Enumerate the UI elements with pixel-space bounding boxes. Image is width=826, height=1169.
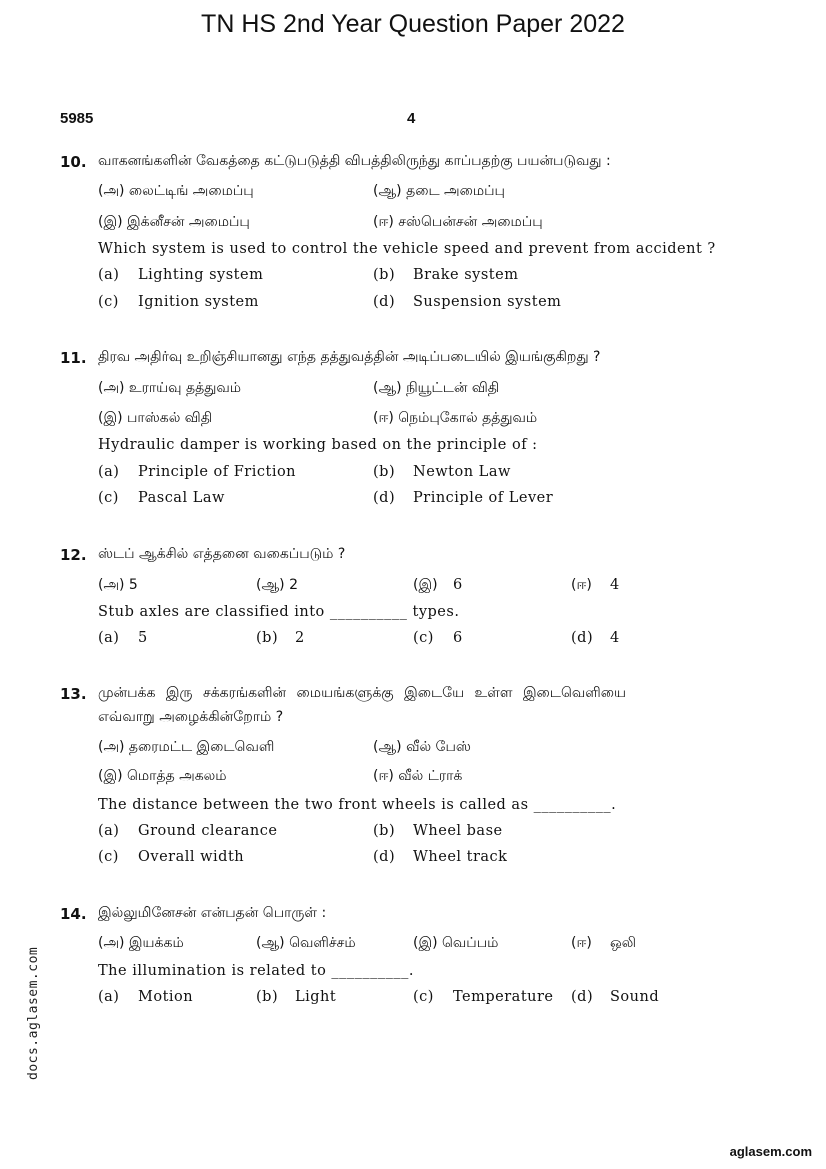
option-a: Ground clearance [138, 823, 278, 839]
option-b: Light [295, 989, 337, 1005]
option-b: Wheel base [413, 823, 503, 839]
option-a-label: (a) [98, 630, 120, 646]
option-d-label: (d) [571, 630, 594, 646]
option-tamil-a: (அ) இயக்கம் [98, 935, 184, 951]
option-d-label: (d) [373, 490, 396, 506]
option-tamil-c: (இ) மொத்த அகலம் [98, 768, 227, 784]
option-c: Pascal Law [138, 490, 225, 506]
page-number: 4 [407, 110, 416, 127]
option-a-label: (a) [98, 823, 120, 839]
question-tamil-line-2: எவ்வாறு அழைக்கின்றோம் ? [98, 709, 284, 725]
option-tamil-c: (இ) இக்னீசன் அமைப்பு [98, 214, 250, 230]
option-b: Brake system [413, 267, 519, 283]
question-number: 13. [60, 685, 87, 703]
question-english: The distance between the two front wheels is called as __________. [98, 797, 617, 813]
option-a: Principle of Friction [138, 464, 297, 480]
option-tamil-b: (ஆ) 2 [256, 577, 298, 593]
option-c-label: (c) [98, 849, 119, 865]
option-tamil-a: (அ) தரைமட்ட இடைவெளி [98, 739, 275, 755]
question-number: 10. [60, 153, 87, 171]
option-tamil-d: (ஈ) நெம்புகோல் தத்துவம் [373, 410, 538, 426]
option-a-label: (a) [98, 464, 120, 480]
question-tamil: ஸ்டப் ஆக்சில் எத்தனை வகைப்படும் ? [98, 546, 346, 562]
option-d: Suspension system [413, 294, 562, 310]
option-c-label: (c) [98, 490, 119, 506]
option-c: Temperature [453, 989, 554, 1005]
question-tamil: வாகனங்களின் வேகத்தை கட்டுபடுத்தி விபத்திலிருந்து காப்பதற்கு பயன்படுவது : [98, 153, 611, 169]
question-number: 12. [60, 546, 87, 564]
option-c: Ignition system [138, 294, 259, 310]
question-tamil: இல்லுமினேசன் என்பதன் பொருள் : [98, 905, 327, 921]
option-tamil-d-label: (ஈ) [571, 577, 592, 593]
option-tamil-d-value: ஒலி [610, 935, 636, 951]
option-b: 2 [295, 630, 305, 646]
option-tamil-c: (இ) வெப்பம் [413, 935, 499, 951]
option-tamil-a: (அ) 5 [98, 577, 138, 593]
option-tamil-b: (ஆ) நியூட்டன் விதி [373, 380, 500, 396]
option-a: 5 [138, 630, 148, 646]
question-english: Stub axles are classified into __________ types. [98, 604, 460, 620]
option-tamil-d-value: 4 [610, 577, 620, 593]
option-tamil-a: (அ) லைட்டிங் அமைப்பு [98, 183, 254, 199]
option-b-label: (b) [373, 267, 396, 283]
question-number: 11. [60, 349, 87, 367]
watermark-url: docs.aglasem.com [26, 946, 41, 1080]
option-a-label: (a) [98, 267, 120, 283]
brand-link[interactable]: aglasem.com [729, 1144, 812, 1159]
option-c: 6 [453, 630, 463, 646]
option-c-label: (c) [98, 294, 119, 310]
option-b: Newton Law [413, 464, 511, 480]
option-b-label: (b) [373, 823, 396, 839]
option-b-label: (b) [256, 630, 279, 646]
option-d: Sound [610, 989, 660, 1005]
option-a: Lighting system [138, 267, 264, 283]
option-tamil-c-label: (இ) [413, 577, 438, 593]
option-d-label: (d) [373, 849, 396, 865]
option-tamil-b: (ஆ) தடை அமைப்பு [373, 183, 505, 199]
option-tamil-d-label: (ஈ) [571, 935, 592, 951]
question-number: 14. [60, 905, 87, 923]
option-a-label: (a) [98, 989, 120, 1005]
question-tamil: திரவ அதிர்வு உறிஞ்சியானது எந்த தத்துவத்தின் அடிப்படையில் இயங்குகிறது ? [98, 349, 601, 365]
option-tamil-d: (ஈ) வீல் ட்ராக் [373, 768, 463, 784]
option-a: Motion [138, 989, 194, 1005]
option-b-label: (b) [256, 989, 279, 1005]
option-tamil-c: (இ) பாஸ்கல் விதி [98, 410, 213, 426]
option-d-label: (d) [373, 294, 396, 310]
option-c-label: (c) [413, 989, 434, 1005]
question-english: Which system is used to control the vehicle speed and prevent from accident ? [98, 241, 716, 257]
option-b-label: (b) [373, 464, 396, 480]
option-tamil-c-value: 6 [453, 577, 463, 593]
option-tamil-d: (ஈ) சஸ்பென்சன் அமைப்பு [373, 214, 543, 230]
question-tamil-line-1: முன்பக்க இரு சக்கரங்களின் மையங்களுக்கு இடையே உள்ள இடைவெளியை [98, 685, 626, 701]
option-c-label: (c) [413, 630, 434, 646]
page-title: TN HS 2nd Year Question Paper 2022 [201, 10, 625, 38]
paper-code: 5985 [60, 110, 94, 127]
option-d: Principle of Lever [413, 490, 554, 506]
option-tamil-b: (ஆ) வெளிச்சம் [256, 935, 356, 951]
option-tamil-b: (ஆ) வீல் பேஸ் [373, 739, 471, 755]
question-english: The illumination is related to __________. [98, 963, 415, 979]
question-english: Hydraulic damper is working based on the principle of : [98, 437, 538, 453]
option-c: Overall width [138, 849, 245, 865]
option-tamil-a: (அ) உராய்வு தத்துவம் [98, 380, 242, 396]
option-d: Wheel track [413, 849, 508, 865]
option-d-label: (d) [571, 989, 594, 1005]
option-d: 4 [610, 630, 620, 646]
